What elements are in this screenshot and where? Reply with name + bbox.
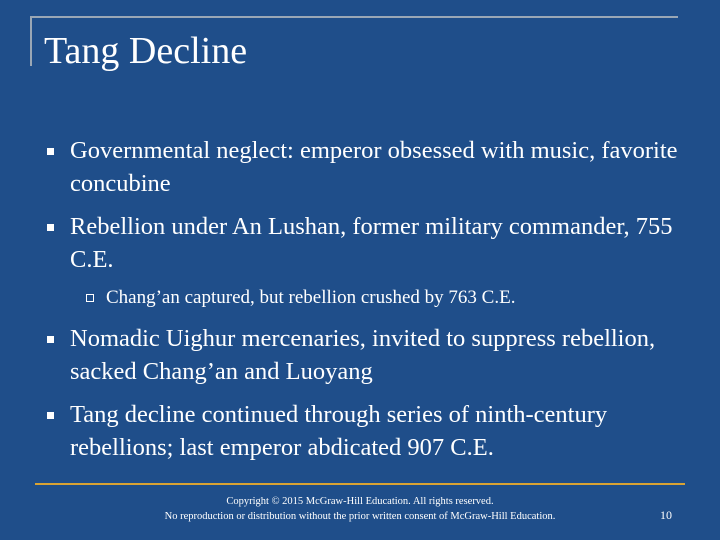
- bullet-text: Governmental neglect: emperor obsessed with music, favorite concubine: [70, 137, 678, 197]
- sub-bullet-text: Chang’an captured, but rebellion crushed by 763 C.E.: [106, 287, 516, 308]
- hollow-square-bullet-icon: [86, 294, 94, 302]
- footer: [0, 494, 720, 524]
- bullet-item-2: [70, 210, 690, 276]
- sub-bullet-item-1: [106, 285, 720, 310]
- bullet-text: Tang decline continued through series of ninth-century rebellions; last emperor abdicated 907 C.E.: [70, 401, 608, 461]
- square-bullet-icon: [47, 336, 54, 343]
- footer-rule: [35, 483, 685, 485]
- slide-title: Tang Decline: [44, 30, 248, 72]
- page-number: 10: [660, 508, 672, 522]
- bullet-item-3: [70, 322, 690, 388]
- title-frame-top: [30, 16, 678, 18]
- bullet-text: Rebellion under An Lushan, former military commander, 755 C.E.: [70, 213, 673, 273]
- bullet-text: Nomadic Uighur mercenaries, invited to suppress rebellion, sacked Chang’an and Luoyang: [70, 325, 656, 385]
- square-bullet-icon: [47, 224, 54, 231]
- reproduction-notice: No reproduction or distribution without the prior written consent of McGraw-Hill Education.: [164, 511, 556, 522]
- bullet-item-4: [70, 398, 690, 464]
- bullet-item-1: [70, 134, 690, 200]
- copyright-line: Copyright © 2015 McGraw-Hill Education. All rights reserved.: [226, 496, 494, 507]
- square-bullet-icon: [47, 412, 54, 419]
- square-bullet-icon: [47, 148, 54, 155]
- title-frame-left: [30, 16, 32, 66]
